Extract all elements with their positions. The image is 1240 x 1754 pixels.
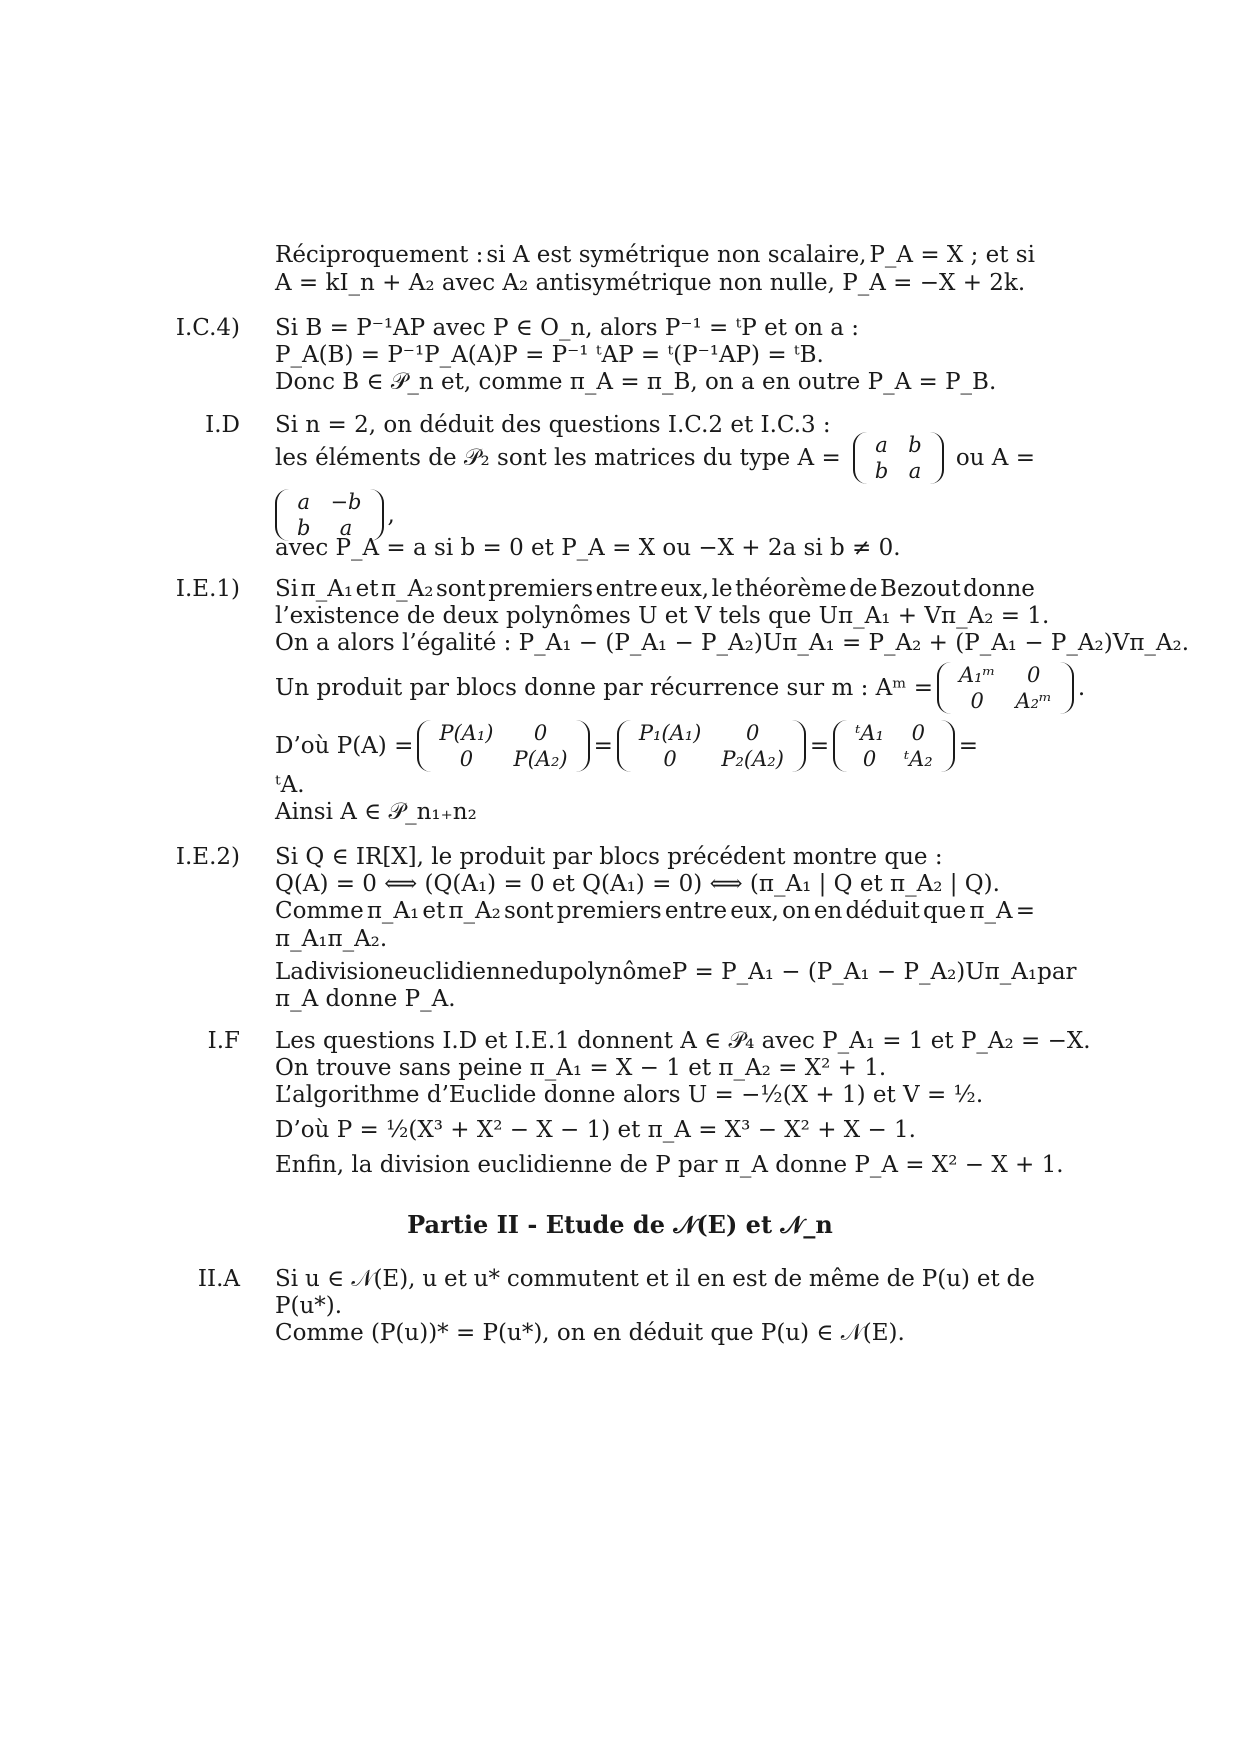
word: en (696, 1266, 726, 1292)
ie1-line-7: Ainsi A ∈ 𝒫_n₁₊n₂ (275, 799, 477, 825)
word: et (645, 1266, 669, 1292)
word: u ∈ 𝒩(E), (304, 1266, 416, 1292)
matrix-cell: P₁(A₁) (638, 721, 702, 745)
text-span: P_A = X ; et si (869, 242, 1035, 268)
word: commutent (506, 1266, 639, 1292)
word: eux, (660, 576, 710, 602)
matrix-cell: −b (330, 490, 362, 514)
word: et (443, 1266, 467, 1292)
matrix-cell: a (339, 516, 353, 540)
ie1-line-2: l’existence de deux polynômes U et V tels que Uπ_A₁ + Vπ_A₂ = 1. (275, 603, 1050, 629)
word: que (923, 898, 967, 924)
ie2-line-6: π_A donne P_A. (275, 986, 456, 1012)
if-line-2: On trouve sans peine π_A₁ = X − 1 et π_A₂ = X² + 1. (275, 1055, 887, 1081)
matrix-cell: 0 (911, 721, 926, 745)
ie1-line-4 (275, 658, 1086, 718)
section-label-ie1: I.E.1) (175, 576, 240, 602)
text-span: si A est symétrique non scalaire, (486, 242, 867, 268)
matrix-cell: b (908, 433, 922, 457)
matrix-cell: 0 (663, 747, 677, 771)
id-line-1: Si n = 2, on déduit des questions I.C.2 et I.C.3 : (275, 412, 831, 438)
matrix-cell: ᵗA₂ (903, 747, 933, 771)
recip-line-1 (275, 240, 1035, 270)
word: euclidienne (394, 959, 530, 985)
equals-sign: = (593, 733, 613, 759)
matrix-t (833, 720, 955, 772)
ie2-line-1: Si Q ∈ IR[X], le produit par blocs précédent montre que : (275, 844, 943, 870)
text-span: les éléments de 𝒫₂ sont les matrices du type A = (275, 445, 841, 471)
ie1-line-3: On a alors l’égalité : P_A₁ − (P_A₁ − P_A₂)Uπ_A₁ = P_A₂ + (P_A₁ − P_A₂)Vπ_A₂. (275, 630, 1190, 656)
text-span: , (387, 502, 395, 528)
word: premiers (488, 576, 594, 602)
ie2-line-4: π_A₁π_A₂. (275, 926, 388, 952)
matrix-cell: P(A₂) (513, 747, 568, 771)
word: est (732, 1266, 767, 1292)
section-label-iia: II.A (197, 1266, 240, 1292)
matrix-cell: P(A₁) (439, 721, 494, 745)
word: u* (473, 1266, 500, 1292)
iia-line-1 (275, 1264, 1035, 1294)
word: même (808, 1266, 880, 1292)
word: eux, (730, 898, 779, 924)
matrix-p (417, 720, 589, 772)
word: sont (435, 576, 486, 602)
word: π_A (969, 898, 1013, 924)
word: division (304, 959, 395, 985)
equals-sign: = (958, 733, 978, 759)
word: donne (963, 576, 1035, 602)
matrix-cell: a (875, 433, 888, 457)
word: en (813, 898, 843, 924)
text-span: . (1077, 675, 1086, 701)
word: π_A₁ (366, 898, 420, 924)
word: premiers (556, 898, 662, 924)
word: et (976, 1266, 1000, 1292)
word: P(u) (921, 1266, 970, 1292)
ic4-line-1: Si B = P⁻¹AP avec P ∈ O_n, alors P⁻¹ = ᵗP et on a : (275, 315, 859, 341)
word: La (275, 959, 304, 985)
equals-sign: = (809, 733, 830, 759)
word: Comme (275, 898, 364, 924)
word: du (529, 959, 559, 985)
matrix-cell: P₂(A₂) (721, 747, 784, 771)
word: π_A₁ (300, 576, 354, 602)
matrix-cell: 0 (1026, 663, 1041, 687)
word: u (422, 1266, 438, 1292)
section-label-ie2: I.E.2) (175, 844, 240, 870)
matrix-cell: 0 (970, 689, 984, 713)
word: il (675, 1266, 691, 1292)
word: = (1015, 898, 1035, 924)
ie1-line-1 (275, 574, 1035, 604)
matrix-cell: ᵗA₁ (855, 721, 884, 745)
matrix-cell: A₁ᵐ (958, 663, 996, 687)
ie2-line-2: Q(A) = 0 ⟺ (Q(A₁) = 0 et Q(A₁) = 0) ⟺ (π_A₁ | Q et π_A₂ | Q). (275, 871, 1000, 897)
word: par (1037, 959, 1077, 985)
word: π_A₂ (380, 576, 434, 602)
text-span: D’où P(A) = (275, 733, 414, 759)
ie1-line-6: ᵗA. (275, 772, 305, 798)
ic4-line-3: Donc B ∈ 𝒫_n et, comme π_A = π_B, on a en outre P_A = P_B. (275, 369, 997, 395)
word: le (711, 576, 733, 602)
word: polynôme (558, 959, 672, 985)
id-line-2 (275, 428, 1035, 488)
matrix-m1 (853, 432, 944, 484)
if-line-5: Enfin, la division euclidienne de P par π_A donne P_A = X² − X + 1. (275, 1152, 1064, 1178)
iia-line-2: P(u*). (275, 1293, 343, 1319)
matrix-cell: a (908, 459, 922, 483)
id-line-4: avec P_A = a si b = 0 et P_A = X ou −X + 2a si b ≠ 0. (275, 535, 901, 561)
word: Si (275, 576, 299, 602)
word: on (782, 898, 811, 924)
word: et (422, 898, 446, 924)
section-label-id: I.D (205, 412, 240, 438)
ic4-line-2: P_A(B) = P⁻¹P_A(A)P = P⁻¹ ᵗAP = ᵗ(P⁻¹AP) = ᵗB. (275, 342, 824, 368)
word: sont (503, 898, 554, 924)
text-span: Réciproquement : (275, 242, 484, 268)
matrix-pi (617, 720, 806, 772)
word: entre (595, 576, 658, 602)
matrix-blocks (937, 662, 1074, 714)
word: de (886, 1266, 915, 1292)
ie2-line-5 (275, 957, 1077, 987)
word: et (355, 576, 379, 602)
if-line-4: D’où P = ½(X³ + X² − X − 1) et π_A = X³ − X² + X − 1. (275, 1117, 916, 1143)
matrix-cell: 0 (862, 747, 877, 771)
section-label-if: I.F (207, 1028, 240, 1054)
word: de (773, 1266, 803, 1292)
matrix-cell: 0 (459, 747, 474, 771)
text-span: Un produit par blocs donne par récurrence sur m : Aᵐ = (275, 675, 933, 701)
matrix-cell: b (874, 459, 889, 483)
iia-line-3: Comme (P(u))* = P(u*), on en déduit que P(u) ∈ 𝒩(E). (275, 1320, 905, 1346)
word: théorème (735, 576, 847, 602)
matrix-cell: A₂ᵐ (1015, 689, 1052, 713)
word: π_A₂ (448, 898, 501, 924)
matrix-cell: 0 (745, 721, 760, 745)
word: P = P_A₁ − (P_A₁ − P_A₂)Uπ_A₁ (671, 959, 1038, 985)
ie1-line-5 (275, 716, 1035, 776)
word: de (849, 576, 878, 602)
matrix-cell: 0 (533, 721, 548, 745)
if-line-1: Les questions I.D et I.E.1 donnent A ∈ 𝒫₄ avec P_A₁ = 1 et P_A₂ = −X. (275, 1028, 1091, 1054)
matrix-cell: b (297, 516, 311, 540)
ie2-line-3 (275, 896, 1035, 926)
word: Si (275, 1266, 299, 1292)
word: déduit (845, 898, 920, 924)
section-label-ic4: I.C.4) (175, 315, 240, 341)
recip-line-2: A = kI_n + A₂ avec A₂ antisymétrique non nulle, P_A = −X + 2k. (275, 270, 1026, 296)
if-line-3: L’algorithme d’Euclide donne alors U = −½(X + 1) et V = ½. (275, 1082, 984, 1108)
word: entre (664, 898, 728, 924)
part-title: Partie II - Etude de 𝒩(E) et 𝒩_n (407, 1210, 833, 1239)
word: Bezout (880, 576, 961, 602)
matrix-cell: a (297, 490, 310, 514)
text-span: ou A = (955, 445, 1035, 471)
word: de (1006, 1266, 1035, 1292)
